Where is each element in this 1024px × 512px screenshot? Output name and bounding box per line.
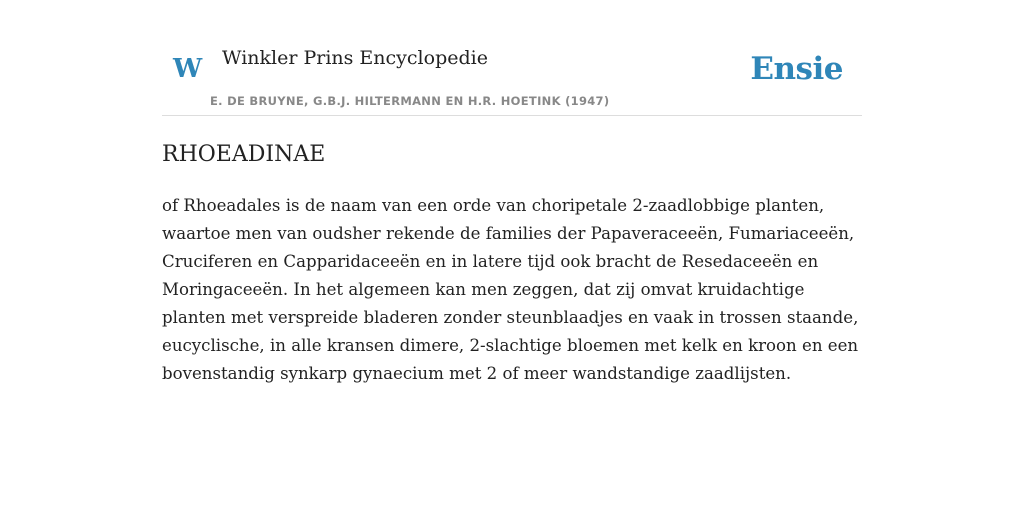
article-title: RHOEADINAE [162, 142, 326, 167]
article-body-line: Moringaceeën. In het algemeen kan men zeggen, dat zij omvat kruidachtige [162, 280, 805, 299]
article-body-line: of Rhoeadales is de naam van een orde van choripetale 2-zaadlobbige planten, [162, 196, 825, 215]
page-container [162, 0, 862, 383]
source-header [162, 0, 862, 116]
source-title-link[interactable]: Winkler Prins Encyclopedie [222, 47, 488, 69]
article-body-line: Cruciferen en Capparidaceeën en in latere tijd ook bracht de Resedaceeën en [162, 252, 819, 271]
ensie-brand-logo[interactable]: Ensie [750, 51, 843, 87]
article-body-line: waartoe men van oudsher rekende de families der Papaveraceeën, Fumariaceeën, [162, 224, 855, 243]
article-body-line: planten met verspreide bladeren zonder steunblaadjes en vaak in trossen staande, [162, 308, 859, 327]
article-body-line: bovenstandig synkarp gynaecium met 2 of meer wandstandige zaadlijsten. [162, 364, 792, 383]
source-logo[interactable]: W [173, 54, 203, 84]
article-body [162, 192, 862, 388]
article-body-line: eucyclische, in alle kransen dimere, 2-slachtige bloemen met kelk en kroon en een [162, 336, 859, 355]
source-authors: E. DE BRUYNE, G.B.J. HILTERMANN EN H.R. HOETINK (1947) [210, 94, 610, 108]
